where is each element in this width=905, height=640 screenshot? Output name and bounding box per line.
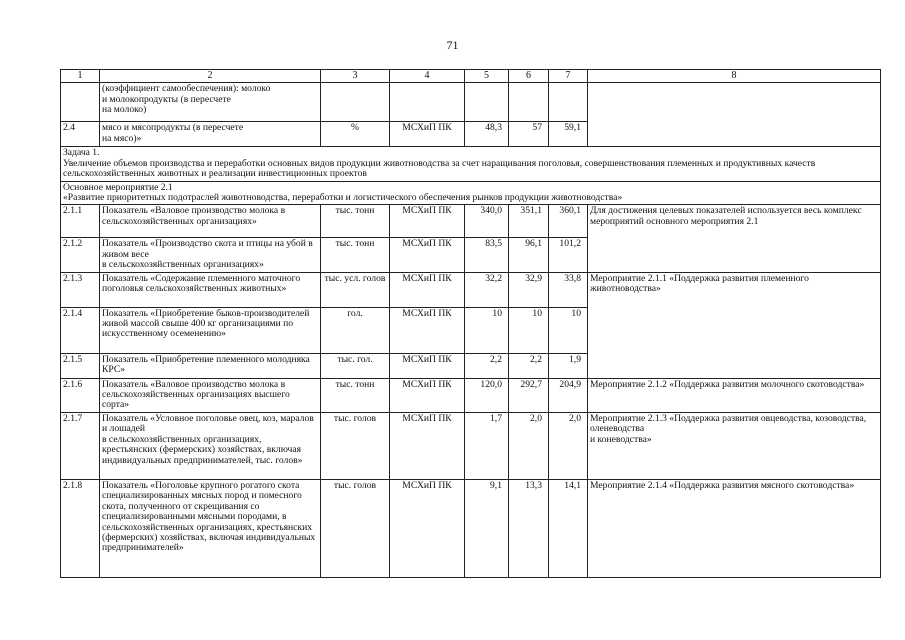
indicator-name: Показатель «Валовое производство молока в сельскохозяйственных организациях» bbox=[100, 205, 321, 238]
value-2: 2,0 bbox=[509, 412, 549, 479]
row-number: 2.1.2 bbox=[61, 238, 100, 272]
main-activity-cell bbox=[61, 181, 881, 205]
table-row bbox=[61, 83, 881, 122]
table-row bbox=[61, 412, 881, 479]
value-2: 96,1 bbox=[509, 238, 549, 272]
unit-cell bbox=[321, 83, 390, 122]
indicator-name: мясо и мясопродукты (в пересчете на мясо)» bbox=[100, 122, 321, 147]
value-3: 59,1 bbox=[549, 122, 588, 147]
row-number: 2.1.1 bbox=[61, 205, 100, 238]
executor-cell: МСХиП ПК bbox=[390, 272, 465, 307]
row-number: 2.1.4 bbox=[61, 307, 100, 353]
unit-cell: % bbox=[321, 122, 390, 147]
col-header: 4 bbox=[390, 70, 465, 83]
value-3 bbox=[549, 83, 588, 122]
value-2: 10 bbox=[509, 307, 549, 353]
task-text: Увеличение объемов производства и переработки основных видов продукции животноводства за счет наращивания поголовья, совершенствования племенных и продуктивных качеств сельскохозяйственных животных и реализации инвестиционных проектов bbox=[63, 157, 816, 180]
main-activity-row bbox=[61, 181, 881, 205]
indicators-table bbox=[60, 69, 881, 578]
executor-cell: МСХиП ПК bbox=[390, 307, 465, 353]
value-3: 101,2 bbox=[549, 238, 588, 272]
row-number: 2.1.3 bbox=[61, 272, 100, 307]
note-cell: Мероприятие 2.1.1 «Поддержка развития племенного животноводства» bbox=[588, 272, 881, 378]
value-3: 10 bbox=[549, 307, 588, 353]
unit-cell: тыс. голов bbox=[321, 479, 390, 577]
col-header: 5 bbox=[465, 70, 509, 83]
col-header: 7 bbox=[549, 70, 588, 83]
task-row bbox=[61, 147, 881, 181]
indicator-name: Показатель «Условное поголовье овец, коз, маралов и лошадей в сельскохозяйственных организациях, крестьянских (фермерских) хозяйствах, включая индивидуальных предпринимателей, тыс. голов» bbox=[100, 412, 321, 479]
value-2: 351,1 bbox=[509, 205, 549, 238]
indicator-name: (коэффициент самообеспечения): молоко и молокопродукты (в пересчете на молоко) bbox=[100, 83, 321, 122]
table-row bbox=[61, 378, 881, 412]
table-row bbox=[61, 272, 881, 307]
note-cell: Мероприятие 2.1.4 «Поддержка развития мясного скотоводства» bbox=[588, 479, 881, 577]
executor-cell: МСХиП ПК bbox=[390, 378, 465, 412]
table-row bbox=[61, 479, 881, 577]
executor-cell: МСХиП ПК bbox=[390, 353, 465, 378]
indicator-name: Показатель «Валовое производство молока в сельскохозяйственных организациях высшего сорта» bbox=[100, 378, 321, 412]
value-1: 83,5 bbox=[465, 238, 509, 272]
value-3: 2,0 bbox=[549, 412, 588, 479]
unit-cell: тыс. голов bbox=[321, 412, 390, 479]
note-cell: Мероприятие 2.1.2 «Поддержка развития молочного скотоводства» bbox=[588, 378, 881, 412]
page-number: 71 bbox=[446, 38, 459, 52]
indicator-name: Показатель «Производство скота и птицы на убой в живом весе в сельскохозяйственных организациях» bbox=[100, 238, 321, 272]
col-header: 6 bbox=[509, 70, 549, 83]
col-header: 3 bbox=[321, 70, 390, 83]
executor-cell: МСХиП ПК bbox=[390, 479, 465, 577]
value-1: 9,1 bbox=[465, 479, 509, 577]
col-header: 1 bbox=[61, 70, 100, 83]
unit-cell: гол. bbox=[321, 307, 390, 353]
value-3: 1,9 bbox=[549, 353, 588, 378]
value-2: 32,9 bbox=[509, 272, 549, 307]
value-2: 13,3 bbox=[509, 479, 549, 577]
executor-cell: МСХиП ПК bbox=[390, 205, 465, 238]
col-header: 2 bbox=[100, 70, 321, 83]
unit-cell: тыс. гол. bbox=[321, 353, 390, 378]
value-2: 2,2 bbox=[509, 353, 549, 378]
main-activity-text: «Развитие приоритетных подотраслей животноводства, переработки и логистического обеспечения рынков продукции животноводства» bbox=[63, 192, 623, 204]
row-number bbox=[61, 83, 100, 122]
value-2 bbox=[509, 83, 549, 122]
col-header: 8 bbox=[588, 70, 881, 83]
value-1: 1,7 bbox=[465, 412, 509, 479]
indicator-name: Показатель «Приобретение быков-производителей живой массой свыше 400 кг организациями по искусственному осеменению» bbox=[100, 307, 321, 353]
note-cell: Мероприятие 2.1.3 «Поддержка развития овцеводства, козоводства, оленеводства и коневодства» bbox=[588, 412, 881, 479]
row-number: 2.1.7 bbox=[61, 412, 100, 479]
value-1: 2,2 bbox=[465, 353, 509, 378]
value-3: 14,1 bbox=[549, 479, 588, 577]
task-cell bbox=[61, 147, 881, 181]
table-row bbox=[61, 205, 881, 238]
value-3: 204,9 bbox=[549, 378, 588, 412]
value-3: 33,8 bbox=[549, 272, 588, 307]
value-1 bbox=[465, 83, 509, 122]
value-2: 292,7 bbox=[509, 378, 549, 412]
executor-cell: МСХиП ПК bbox=[390, 412, 465, 479]
task-title: Задача 1. bbox=[63, 147, 100, 159]
main-activity-title: Основное мероприятие 2.1 bbox=[63, 181, 173, 193]
indicator-name: Показатель «Поголовье крупного рогатого скота специализированных мясных пород и помесного скота, полученного от скрещивания со специализированными мясными породами, в сельскохозяйственных организациях, крестьянских (фермерских) хозяйствах, включая индивидуальных предпринимателей» bbox=[100, 479, 321, 577]
value-1: 10 bbox=[465, 307, 509, 353]
row-number: 2.1.5 bbox=[61, 353, 100, 378]
unit-cell: тыс. тонн bbox=[321, 205, 390, 238]
value-1: 340,0 bbox=[465, 205, 509, 238]
row-number: 2.1.8 bbox=[61, 479, 100, 577]
value-1: 48,3 bbox=[465, 122, 509, 147]
unit-cell: тыс. тонн bbox=[321, 238, 390, 272]
note-cell bbox=[588, 83, 881, 147]
value-3: 360,1 bbox=[549, 205, 588, 238]
executor-cell: МСХиП ПК bbox=[390, 122, 465, 147]
executor-cell bbox=[390, 83, 465, 122]
note-cell: Для достижения целевых показателей используется весь комплекс мероприятий основного мероприятия 2.1 bbox=[588, 205, 881, 272]
value-1: 120,0 bbox=[465, 378, 509, 412]
row-number: 2.4 bbox=[61, 122, 100, 147]
column-number-row bbox=[61, 70, 881, 83]
value-1: 32,2 bbox=[465, 272, 509, 307]
row-number: 2.1.6 bbox=[61, 378, 100, 412]
executor-cell: МСХиП ПК bbox=[390, 238, 465, 272]
unit-cell: тыс. тонн bbox=[321, 378, 390, 412]
indicator-name: Показатель «Приобретение племенного молодняка КРС» bbox=[100, 353, 321, 378]
value-2: 57 bbox=[509, 122, 549, 147]
unit-cell: тыс. усл. голов bbox=[321, 272, 390, 307]
indicator-name: Показатель «Содержание племенного маточного поголовья сельскохозяйственных животных» bbox=[100, 272, 321, 307]
